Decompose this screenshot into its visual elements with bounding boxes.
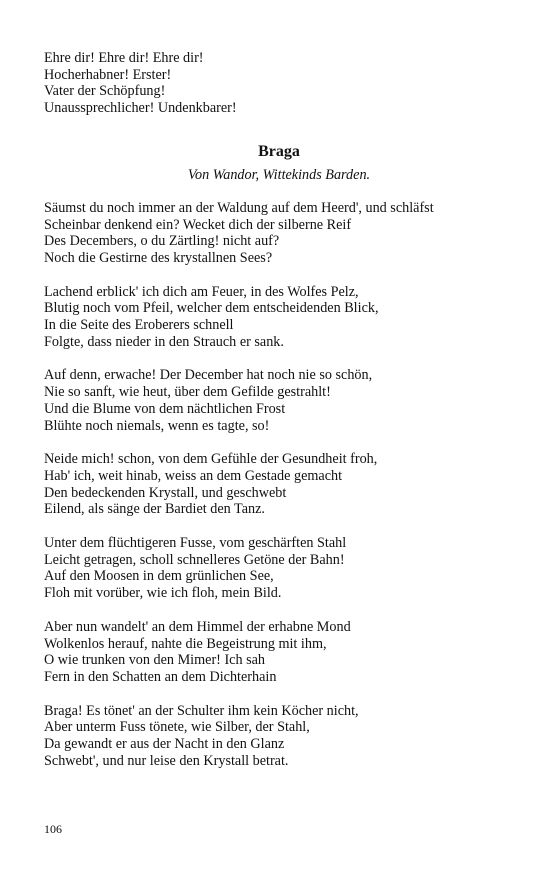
poem-line: Da gewandt er aus der Nacht in den Glanz xyxy=(44,736,285,753)
poem-line: Unaussprechlicher! Undenkbarer! xyxy=(44,100,237,117)
poem-line: Schwebt', und nur leise den Krystall betrat. xyxy=(44,752,289,769)
poem-line: In die Seite des Eroberers schnell xyxy=(44,317,234,334)
page-content xyxy=(44,50,514,787)
poem-line: Braga! Es tönet' an der Schulter ihm kein Köcher nicht, xyxy=(44,702,359,719)
poem-line: Eilend, als sänge der Bardiet den Tanz. xyxy=(44,501,265,518)
poem-line: Aber unterm Fuss tönete, wie Silber, der Stahl, xyxy=(44,719,310,736)
poem-line: Auf den Moosen in dem grünlichen See, xyxy=(44,568,274,585)
poem-line: Hab' ich, weit hinab, weiss an dem Gestade gemacht xyxy=(44,467,343,484)
poem-line: Den bedeckenden Krystall, und geschwebt xyxy=(44,484,287,501)
poem-line: Blühte noch niemals, wenn es tagte, so! xyxy=(44,417,270,434)
poem-subtitle: Von Wandor, Wittekinds Barden. xyxy=(187,166,371,183)
poem-line: Ehre dir! Ehre dir! Ehre dir! xyxy=(44,50,204,66)
poem-line: Vater der Schöpfung! xyxy=(44,83,166,100)
stanza-2 xyxy=(44,284,514,351)
intro-stanza xyxy=(44,50,514,117)
stanza-5 xyxy=(44,535,514,602)
poem-line: Folgte, dass nieder in den Strauch er sank. xyxy=(44,333,284,350)
poem-line: O wie trunken von den Mimer! Ich sah xyxy=(44,652,266,669)
poem-line: Noch die Gestirne des krystallnen Sees? xyxy=(44,249,273,266)
poem-line: Des Decembers, o du Zärtling! nicht auf? xyxy=(44,233,280,250)
stanza-6 xyxy=(44,619,514,686)
poem-title: Braga xyxy=(258,142,300,160)
poem-line: Nie so sanft, wie heut, über dem Gefilde gestrahlt! xyxy=(44,384,331,401)
stanza-1 xyxy=(44,200,514,267)
poem-line: Floh mit vorüber, wie ich floh, mein Bild. xyxy=(44,585,282,602)
poem-line: Auf denn, erwache! Der December hat noch nie so schön, xyxy=(44,367,373,384)
poem-line: Hocherhabner! Erster! xyxy=(44,66,172,83)
stanza-4 xyxy=(44,451,514,518)
poem-line: Scheinbar denkend ein? Wecket dich der silberne Reif xyxy=(44,216,352,233)
poem-line: Unter dem flüchtigeren Fusse, vom geschärften Stahl xyxy=(44,535,347,552)
poem-line: Säumst du noch immer an der Waldung auf dem Heerd', und schläfst xyxy=(44,199,434,216)
poem-line: Fern in den Schatten an dem Dichterhain xyxy=(44,668,277,685)
poem-line: Lachend erblick' ich dich am Feuer, in des Wolfes Pelz, xyxy=(44,283,359,300)
poem-line: Und die Blume von dem nächtlichen Frost xyxy=(44,400,286,417)
stanza-7 xyxy=(44,703,514,770)
poem-line: Leicht getragen, scholl schnelleres Getöne der Bahn! xyxy=(44,551,345,568)
poem-line: Wolkenlos herauf, nahte die Begeistrung mit ihm, xyxy=(44,635,327,652)
page-number: 106 xyxy=(44,822,62,836)
poem-line: Blutig noch vom Pfeil, welcher dem entscheidenden Blick, xyxy=(44,300,379,317)
poem-line: Aber nun wandelt' an dem Himmel der erhabne Mond xyxy=(44,618,351,635)
poem-line: Neide mich! schon, von dem Gefühle der Gesundheit froh, xyxy=(44,451,378,468)
stanza-3 xyxy=(44,367,514,434)
